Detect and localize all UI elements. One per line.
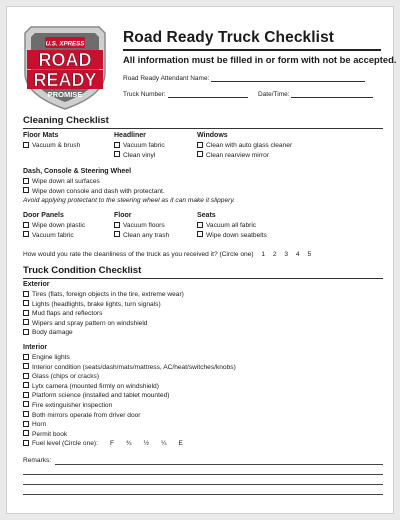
logo-road-text: ROAD (38, 50, 92, 70)
rating-question: How would you rate the cleanliness of the truck as you received it? (Circle one) (23, 251, 254, 258)
checklist-item[interactable]: Clean with auto glass cleaner (197, 141, 292, 151)
dash-heading: Dash, Console & Steering Wheel (23, 168, 132, 175)
attendant-input[interactable] (211, 75, 365, 82)
fuel-option[interactable]: ¾ (126, 440, 132, 448)
rating-option[interactable]: 5 (307, 251, 312, 258)
checklist-item[interactable]: Body damage (23, 328, 184, 338)
interior-heading: Interior (23, 344, 48, 351)
date-time-label: Date/Time: (258, 91, 290, 98)
attendant-label: Road Ready Attendant Name: (123, 75, 210, 82)
checklist-item[interactable]: Glass (chips or cracks) (23, 372, 236, 382)
checkbox[interactable] (23, 440, 29, 446)
rating-option[interactable]: 4 (295, 251, 300, 258)
floor-mats-group (23, 131, 80, 151)
checkbox[interactable] (23, 382, 29, 388)
checklist-item[interactable]: Tires (flats, foreign objects in the tire, extreme wear) (23, 290, 184, 300)
checkbox[interactable] (114, 142, 120, 148)
date-time-input[interactable] (291, 91, 373, 98)
checkbox[interactable] (23, 178, 29, 184)
truck-number-field (123, 91, 248, 98)
checklist-item[interactable]: Lights (headlights, brake lights, turn signals) (23, 300, 184, 310)
headliner-heading: Headliner (114, 132, 146, 139)
attendant-field (123, 75, 365, 82)
fuel-option[interactable]: E (178, 440, 183, 448)
remarks-label: Remarks: (23, 457, 52, 464)
checklist-item[interactable]: Clean any trash (114, 231, 169, 241)
fuel-option[interactable]: ½ (143, 440, 149, 448)
rating-option[interactable]: 3 (284, 251, 289, 258)
checklist-item[interactable]: Vacuum fabric (23, 231, 85, 241)
logo-brand-text: U.S. XPRESS (45, 40, 85, 48)
checkbox[interactable] (23, 430, 29, 436)
checklist-item[interactable]: Both mirrors operate from driver door (23, 411, 236, 421)
page-title: Road Ready Truck Checklist (123, 29, 335, 46)
fuel-level-label: Fuel level (Circle one): (32, 440, 98, 448)
floor-mats-heading: Floor Mats (23, 132, 59, 139)
checklist-item[interactable]: Fire extinguisher inspection (23, 401, 236, 411)
checkbox[interactable] (23, 231, 29, 237)
dash-group (23, 167, 235, 206)
checklist-item[interactable]: Wipe down console and dash with protectant. (23, 187, 235, 197)
door-panels-group (23, 211, 85, 240)
checklist-item[interactable]: Engine lights (23, 353, 236, 363)
checklist-item[interactable]: Vacuum & brush (23, 141, 80, 151)
checklist-item[interactable]: Horn (23, 420, 236, 430)
fuel-option[interactable]: ¼ (161, 440, 167, 448)
checklist-item[interactable]: Clean rearview mirror (197, 151, 292, 161)
truck-number-input[interactable] (168, 91, 248, 98)
checkbox[interactable] (23, 300, 29, 306)
checklist-item[interactable]: Wipers and spray pattern on windshield (23, 319, 184, 329)
windows-group (197, 131, 292, 160)
fuel-level-item (23, 439, 236, 449)
checkbox[interactable] (23, 319, 29, 325)
checkbox[interactable] (114, 231, 120, 237)
remarks-line[interactable] (23, 494, 383, 495)
checkbox[interactable] (197, 151, 203, 157)
floor-heading: Floor (114, 212, 132, 219)
exterior-heading: Exterior (23, 281, 50, 288)
seats-heading: Seats (197, 212, 216, 219)
road-ready-promise-logo (19, 19, 111, 111)
checklist-item[interactable]: Wipe down seatbelts (197, 231, 267, 241)
checklist-item[interactable]: Platform science (installed and tablet mounted) (23, 391, 236, 401)
truck-number-label: Truck Number: (123, 91, 166, 98)
checklist-item[interactable]: Vacuum all fabric (197, 221, 267, 231)
checklist-item[interactable]: Vacuum fabric (114, 141, 165, 151)
checkbox[interactable] (197, 231, 203, 237)
checklist-item[interactable]: Wipe down plastic (23, 221, 85, 231)
headliner-group (114, 131, 165, 160)
checkbox[interactable] (23, 373, 29, 379)
rating-option[interactable]: 2 (272, 251, 277, 258)
checkbox[interactable] (114, 151, 120, 157)
checklist-item[interactable]: Vacuum floors (114, 221, 169, 231)
checklist-page (6, 6, 397, 514)
remarks-line[interactable] (23, 484, 383, 485)
cleaning-divider (23, 128, 383, 129)
title-divider (123, 49, 381, 51)
checkbox[interactable] (23, 354, 29, 360)
fuel-option[interactable]: F (109, 440, 114, 448)
checkbox[interactable] (23, 411, 29, 417)
checkbox[interactable] (23, 329, 29, 335)
checkbox[interactable] (23, 392, 29, 398)
logo-ready-text: READY (33, 70, 97, 90)
condition-divider (23, 278, 383, 279)
checklist-item[interactable]: Clean vinyl (114, 151, 165, 161)
logo-promise-text: PROMISE (47, 90, 83, 99)
checkbox[interactable] (23, 401, 29, 407)
checklist-item[interactable]: Wipe down all surfaces (23, 177, 235, 187)
windows-heading: Windows (197, 132, 228, 139)
checkbox[interactable] (23, 142, 29, 148)
checkbox[interactable] (197, 222, 203, 228)
rating-option[interactable]: 1 (261, 251, 266, 258)
remarks-line[interactable] (23, 474, 383, 475)
checkbox[interactable] (114, 222, 120, 228)
page-subtitle: All information must be filled in or form with not be accepted. (123, 54, 397, 65)
checkbox[interactable] (23, 310, 29, 316)
floor-group (114, 211, 169, 240)
checkbox[interactable] (23, 363, 29, 369)
checklist-item[interactable]: Lytx camera (mounted firmly on windshield) (23, 382, 236, 392)
cleanliness-rating (23, 251, 311, 258)
checkbox[interactable] (23, 187, 29, 193)
checkbox[interactable] (23, 222, 29, 228)
protectant-note: Avoid applying protectant to the steering wheel as it can make it slippery. (23, 197, 235, 205)
condition-heading: Truck Condition Checklist (23, 265, 142, 276)
checklist-item[interactable]: Mud flaps and reflectors (23, 309, 184, 319)
interior-group (23, 343, 236, 449)
remarks-line[interactable] (55, 464, 383, 465)
seats-group (197, 211, 267, 240)
cleaning-heading: Cleaning Checklist (23, 115, 109, 126)
checkbox[interactable] (23, 291, 29, 297)
checkbox[interactable] (23, 421, 29, 427)
checkbox[interactable] (197, 142, 203, 148)
exterior-group (23, 280, 184, 338)
checklist-item[interactable]: Interior condition (seats/dash/mats/mattress, AC/heat/switches/knobs) (23, 363, 236, 373)
door-panels-heading: Door Panels (23, 212, 64, 219)
checklist-item[interactable]: Permit book (23, 430, 236, 440)
date-time-field (258, 91, 373, 98)
